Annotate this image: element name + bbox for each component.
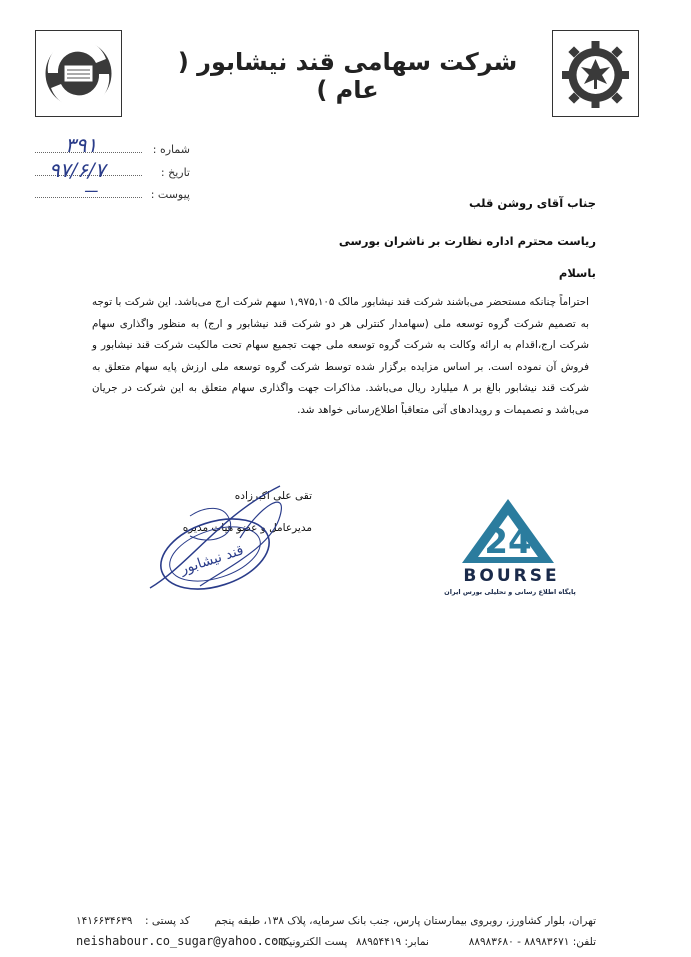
company-name: شرکت سهامی قند نیشابور ( عام ) (177, 48, 518, 104)
signatory-title: مدیرعامل و عضو هیات مدیره (182, 522, 312, 534)
attachment-dots (35, 197, 142, 198)
number-label: شماره : (152, 143, 190, 156)
attachment-row (35, 180, 190, 208)
signatory-name: تقی علی اکبرزاده (234, 490, 312, 502)
date-value: ۹۷/۶/۷ (49, 158, 106, 182)
attachment-value: ـــ (85, 180, 98, 196)
svg-text:24: 24 (484, 522, 532, 562)
recipient: جناب آقای روشن قلب (468, 196, 596, 210)
right-logo (552, 30, 639, 117)
footer-email: neishabour.co_sugar@yahoo.com (76, 934, 286, 948)
stamp-text: قند نیشابور (178, 542, 246, 578)
bourse-logo-icon (458, 495, 558, 565)
bourse-brand: BOURSE (463, 566, 560, 586)
gear-logo-icon (553, 31, 638, 116)
date-label: تاریخ : (160, 166, 190, 179)
date-row (35, 158, 190, 186)
signature-stamp-icon (130, 476, 300, 611)
number-value: ۳۹۱ (65, 133, 98, 157)
bourse-caption: پایگاه اطلاع رسانی و تحلیلی بورس ایران (444, 588, 576, 596)
swirl-logo-icon (36, 31, 121, 116)
attachment-label: پیوست : (150, 188, 190, 201)
footer-phone: تلفن: ۸۸۹۸۳۶۷۱ - ۸۸۹۸۳۶۸۰ (468, 936, 596, 948)
left-logo (35, 30, 122, 117)
footer-postal-label: کد پستی : (145, 915, 190, 927)
footer-postal-code: ۱۴۱۶۶۳۴۶۳۹ (76, 915, 133, 927)
greeting: باسلام (558, 266, 596, 280)
footer-email-label: پست الکترونیک : (273, 936, 348, 948)
footer-address: تهران، بلوار کشاورز، روبروی بیمارستان پارس، جنب بانک سرمایه، پلاک ۱۳۸، طبقه پنجم (214, 915, 596, 927)
letter-body: احتراماً چنانکه مستحضر می‌باشند شرکت قند نیشابور مالک ۱,۹۷۵,۱۰۵ سهم شرکت ارج می‌باشد. این شرکت با توجه به تصمیم شرکت گروه توسعه ملی (سهامدار کنترلی هر دو شرکت قند نیشابور و ارج) به منظور واگذاری سهام شرکت ارج،اقدام به ارائه وکالت به شرکت گروه توسعه ملی جهت تجمیع سهام تحت مالکیت شرکت قند نیشابور و فروش آن نموده است. بر اساس مزایده برگزار شده توسط شرکت گروه توسعه ملی ارزش پایه سهام متعلق به شرکت قند نیشابور بالغ بر ۸ میلیارد ریال می‌باشد. مذاکرات جهت واگذاری سهام متعلق به این شرکت در جریان می‌باشد و تصمیمات و رویدادهای آتی متعاقباً اطلاع‌رسانی خواهد شد. (92, 296, 589, 416)
footer-fax: نمابر: ۸۸۹۵۴۴۱۹ (356, 936, 429, 948)
recipient-title: ریاست محترم اداره نظارت بر ناشران بورسی (338, 234, 596, 248)
